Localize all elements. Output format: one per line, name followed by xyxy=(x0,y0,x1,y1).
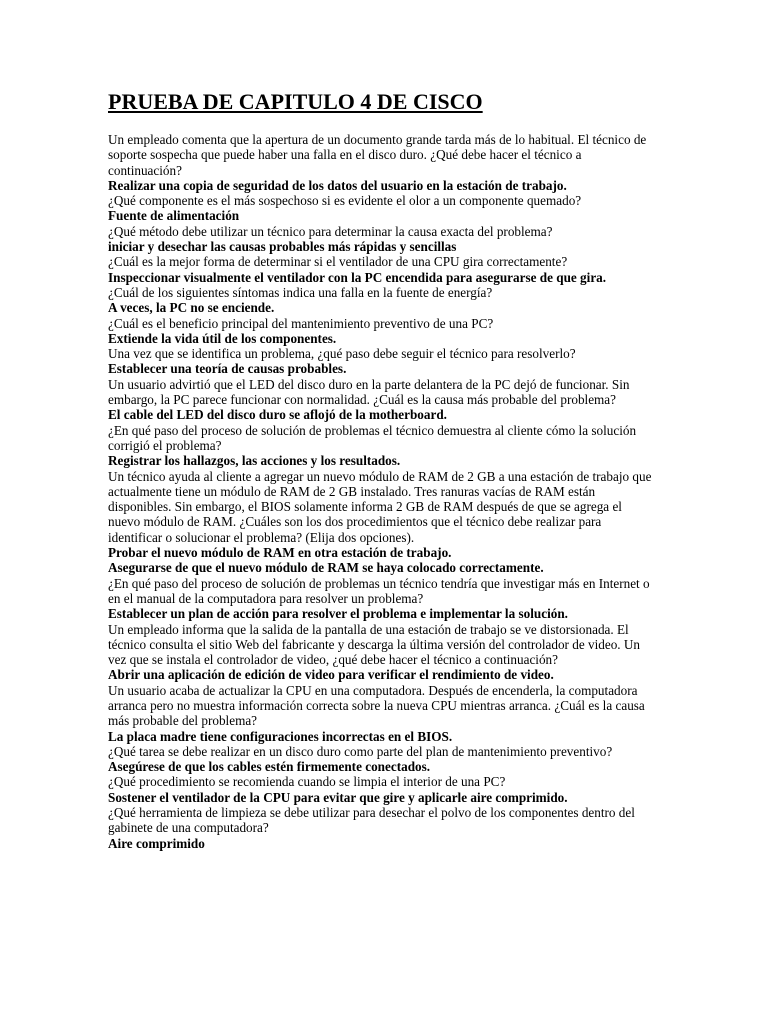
question-text: Un empleado informa que la salida de la pantalla de una estación de trabajo se ve distorsionada. El técnico consulta el sitio Web del fabricante y descarga la última versión del controlador de video. Un vez que se instala el controlador de video, ¿qué debe hacer el técnico a continuación? xyxy=(108,621,640,668)
answer-text: Inspeccionar visualmente el ventilador con la PC encendida para asegurarse de que gira. xyxy=(108,269,607,285)
page-title: PRUEBA DE CAPITULO 4 DE CISCO xyxy=(108,89,483,114)
answer-text: Asegúrese de que los cables estén firmemente conectados. xyxy=(108,759,431,775)
question-text: ¿Cuál es la mejor forma de determinar si el ventilador de una CPU gira correctamente? xyxy=(108,254,568,270)
document-page xyxy=(108,88,656,851)
question-text: ¿Qué tarea se debe realizar en un disco duro como parte del plan de mantenimiento preventivo? xyxy=(108,743,613,759)
answer-text: La placa madre tiene configuraciones incorrectas en el BIOS. xyxy=(108,728,453,744)
answer-text: Aire comprimido xyxy=(108,835,205,851)
answer-text: Realizar una copia de seguridad de los datos del usuario en la estación de trabajo. xyxy=(108,177,567,193)
answer-text: Fuente de alimentación xyxy=(108,208,240,224)
answer-text: A veces, la PC no se enciende. xyxy=(108,300,275,316)
question-text: ¿Cuál es el beneficio principal del mantenimiento preventivo de una PC? xyxy=(108,315,494,331)
question-text: Una vez que se identifica un problema, ¿qué paso debe seguir el técnico para resolverlo? xyxy=(108,346,576,362)
question-text: ¿Qué procedimiento se recomienda cuando se limpia el interior de una PC? xyxy=(108,774,506,790)
question-text: ¿Qué componente es el más sospechoso si es evidente el olor a un componente quemado? xyxy=(108,193,582,209)
answer-text: Probar el nuevo módulo de RAM en otra estación de trabajo. xyxy=(108,545,452,561)
answer-text: Extiende la vida útil de los componentes. xyxy=(108,330,337,346)
answer-text: iniciar y desechar las causas probables más rápidas y sencillas xyxy=(108,239,457,255)
question-text: Un técnico ayuda al cliente a agregar un nuevo módulo de RAM de 2 GB a una estación de trabajo que actualmente tiene un módulo de RAM de 2 GB instalado. Tres ranuras vacías de RAM están disponibles. Sin embargo, el BIOS solamente informa 2 GB de RAM después de que se agrega el nuevo módulo de RAM. ¿Cuáles son los dos procedimientos que el técnico debe realizar para identificar o solucionar el problema? (Elija dos opciones). xyxy=(108,468,652,545)
question-text: Un usuario acaba de actualizar la CPU en una computadora. Después de encenderla, la computadora arranca pero no muestra información correcta sobre la nueva CPU mientras arranca. ¿Cuál es la causa más probable del problema? xyxy=(108,682,645,729)
answer-text: Abrir una aplicación de edición de video para verificar el rendimiento de video. xyxy=(108,667,554,683)
question-text: ¿Qué herramienta de limpieza se debe utilizar para desechar el polvo de los componentes dentro del gabinete de una computadora? xyxy=(108,805,635,836)
answer-text: Establecer un plan de acción para resolver el problema e implementar la solución. xyxy=(108,606,568,622)
question-text: ¿Cuál de los siguientes síntomas indica una falla en la fuente de energía? xyxy=(108,284,493,300)
question-text: ¿Qué método debe utilizar un técnico para determinar la causa exacta del problema? xyxy=(108,223,553,239)
question-text: ¿En qué paso del proceso de solución de problemas el técnico demuestra al cliente cómo la solución corrigió el problema? xyxy=(108,422,637,453)
question-text: Un usuario advirtió que el LED del disco duro en la parte delantera de la PC dejó de funcionar. Sin embargo, la PC parece funcionar con normalidad. ¿Cuál es la causa más probable del problema? xyxy=(108,376,630,408)
answer-text: El cable del LED del disco duro se aflojó de la motherboard. xyxy=(108,407,447,423)
question-text: ¿En qué paso del proceso de solución de problemas un técnico tendría que investigar más en Internet o en el manual de la computadora para resolver un problema? xyxy=(108,575,650,606)
answer-text: Asegurarse de que el nuevo módulo de RAM se haya colocado correctamente. xyxy=(108,560,544,576)
answer-text: Establecer una teoría de causas probables. xyxy=(108,361,347,377)
answer-text: Registrar los hallazgos, las acciones y los resultados. xyxy=(108,453,401,469)
qa-list xyxy=(108,132,656,851)
question-text: Un empleado comenta que la apertura de un documento grande tarda más de lo habitual. El técnico de soporte sospecha que puede haber una falla en el disco duro. ¿Qué debe hacer el técnico a continuación? xyxy=(108,132,647,178)
answer-text: Sostener el ventilador de la CPU para evitar que gire y aplicarle aire comprimido. xyxy=(108,789,568,805)
